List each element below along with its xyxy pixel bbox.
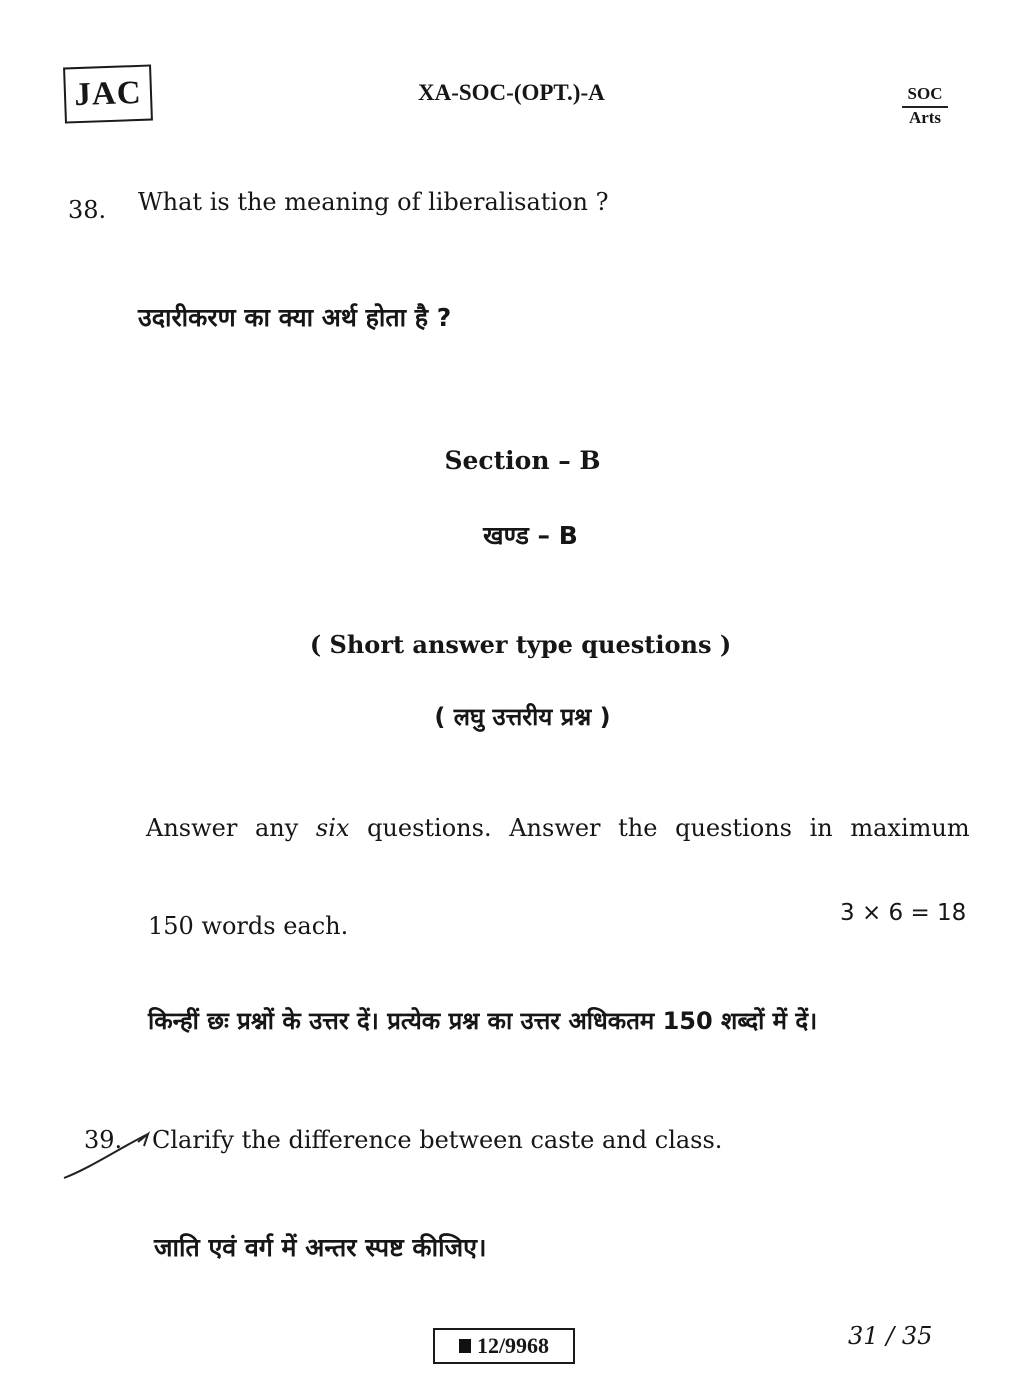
question-39-number: 39. — [84, 1126, 123, 1154]
question-38-hindi: उदारीकरण का क्या अर्थ होता है ? — [138, 303, 452, 332]
instruction-hindi: किन्हीं छः प्रश्नों के उत्तर दें। प्रत्येक प्रश्न का उत्तर अधिकतम 150 शब्दों में दें। — [148, 1007, 818, 1035]
board-logo-box — [63, 64, 153, 123]
question-38-number: 38. — [68, 196, 107, 224]
instruction-line-1-end: questions. Answer the questions in maximum — [349, 814, 970, 842]
section-title-en: Section – B — [444, 446, 601, 475]
stream-label: Arts — [908, 108, 942, 127]
section-type-hi: ( लघु उत्तरीय प्रश्न ) — [434, 703, 611, 731]
question-39-english: Clarify the difference between caste and class. — [152, 1126, 723, 1154]
section-type-en: ( Short answer type questions ) — [309, 630, 732, 659]
question-38-english: What is the meaning of liberalisation ? — [138, 188, 609, 216]
subject-code: SOC — [907, 84, 943, 103]
booklet-code-box — [433, 1328, 575, 1364]
filled-square-icon — [459, 1339, 471, 1353]
question-39-hindi: जाति एवं वर्ग में अन्तर स्पष्ट कीजिए। — [154, 1233, 487, 1262]
board-logo-text: JAC — [73, 74, 143, 113]
paper-code: XA-SOC-(OPT.)-A — [418, 80, 605, 105]
marks-allocation: 3 × 6 = 18 — [840, 900, 967, 926]
instruction-line-2: 150 words each. — [148, 912, 349, 940]
instruction-line-1 — [146, 814, 970, 842]
section-title-hi: खण्ड – B — [483, 521, 578, 550]
page-number: 31 / 35 — [848, 1322, 933, 1350]
booklet-code: 12/9968 — [476, 1333, 550, 1358]
instruction-emphasis: six — [315, 814, 350, 842]
instruction-line-1-start: Answer any — [146, 814, 316, 842]
